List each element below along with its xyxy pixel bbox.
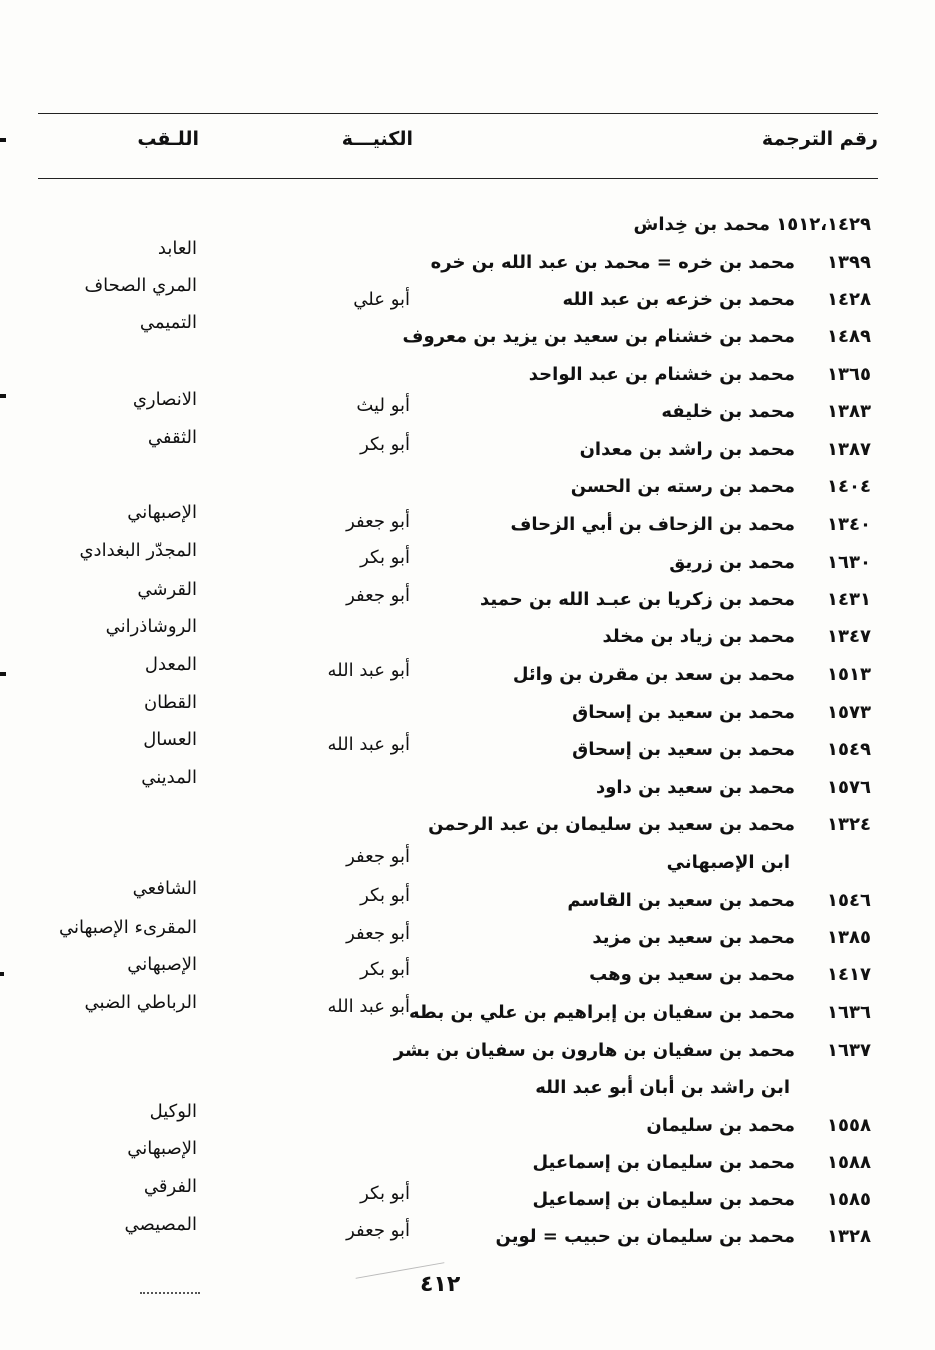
- entry-name: محمد بن رسته بن الحسن: [570, 476, 795, 497]
- entry-number: ١٦٣٠: [827, 552, 871, 573]
- table-row: [0, 692, 935, 728]
- header-top-rule: [38, 113, 878, 114]
- entry-kunya: أبو عبد الله: [327, 660, 410, 681]
- entry-name: محمد بن زكريا بن عبـد الله بن حميد: [479, 589, 795, 610]
- table-row: [0, 312, 935, 352]
- entry-name: محمد بن سعيد بن القاسم: [567, 890, 795, 911]
- entry-name: محمد بن الزحاف بن أبي الزحاف: [510, 514, 795, 535]
- entry-name: محمد بن خشنام بن سعيد بن يزيد بن معروف: [402, 326, 795, 347]
- entry-kunya: أبو بكر: [360, 959, 410, 980]
- entry-laqab: الرباطي الضبي: [84, 992, 197, 1013]
- table-row: [0, 878, 935, 916]
- entry-kunya: أبو جعفر: [346, 1220, 410, 1241]
- entry-name: محمد بن خزعه بن عبد الله: [562, 289, 795, 310]
- entry-kunya: أبو بكر: [360, 1183, 410, 1204]
- entry-name: محمد بن سعيد بن سليمان بن عبد الرحمن: [428, 814, 795, 835]
- table-row: [0, 1073, 935, 1103]
- entry-kunya: أبو عبد الله: [327, 734, 410, 755]
- entry-kunya: أبو علي: [353, 289, 410, 310]
- scan-mark: [0, 394, 6, 398]
- entry-number: ١٣٨٥: [827, 927, 871, 948]
- table-row: [0, 654, 935, 690]
- entry-name: محمد بن راشد بن معدان: [579, 439, 795, 460]
- entry-number: ١٣٨٧: [827, 439, 871, 460]
- table-row: [0, 954, 935, 990]
- entry-number: ١٥٨٨: [827, 1152, 871, 1173]
- table-row: [0, 389, 935, 427]
- entry-number: ١٦٣٦: [827, 1002, 871, 1023]
- column-header-laqab: اللـقب: [137, 128, 199, 150]
- entry-laqab: الإصبهاني: [127, 1138, 197, 1159]
- scan-scratch: [140, 1292, 200, 1294]
- scan-mark: [0, 672, 6, 676]
- entry-name: محمد بن سفيان بن هارون بن سفيان بن بشر: [393, 1040, 795, 1061]
- entry-laqab: الوكيل: [149, 1101, 197, 1122]
- entry-laqab: المجدّر البغدادي: [79, 540, 197, 561]
- entry-number: ١٣٦٥: [827, 364, 871, 385]
- entry-kunya: أبو جعفر: [346, 846, 410, 867]
- table-row: [0, 729, 935, 765]
- entry-number: ١٣٨٣: [827, 401, 871, 422]
- entry-name: محمد بن خشنام بن عبد الواحد: [528, 364, 795, 385]
- scan-mark: [0, 138, 6, 142]
- entry-number: ١٥٤٩: [827, 739, 871, 760]
- entry-name: محمد بن سعيد بن مزيد: [592, 927, 795, 948]
- entry-kunya: أبو بكر: [360, 434, 410, 455]
- header-bottom-rule: [38, 178, 878, 179]
- entry-laqab: الإصبهاني: [127, 954, 197, 975]
- entry-name: محمد بن خره = محمد بن عبد الله بن خره: [430, 252, 795, 273]
- table-row: [0, 427, 935, 465]
- entry-number: ١٥٧٦: [827, 777, 871, 798]
- entry-number: ١٥٨٥: [827, 1189, 871, 1210]
- entry-laqab: العابد: [157, 238, 197, 259]
- entry-number: ١٤٣١: [827, 589, 871, 610]
- entry-kunya: أبو جعفر: [346, 585, 410, 606]
- entry-number: ١٥٧٣: [827, 702, 871, 723]
- table-row: [0, 579, 935, 615]
- entry-laqab: المقرىء الإصبهاني: [59, 917, 197, 938]
- table-row: [0, 1214, 935, 1252]
- entry-name: ١٥١٢،١٤٢٩ محمد بن خِداش: [633, 214, 871, 235]
- entry-laqab: الفرقي: [143, 1176, 197, 1197]
- entry-name: محمد بن سعيد بن داود: [595, 777, 795, 798]
- entry-laqab: المصيصي: [124, 1214, 197, 1235]
- entry-name: محمد بن زياد بن مخلد: [602, 626, 795, 647]
- entry-number: ١٣٢٨: [827, 1226, 871, 1247]
- scan-mark: [0, 972, 4, 976]
- entry-name: محمد بن سليمان بن إسماعيل: [532, 1189, 795, 1210]
- page-number: ٤١٢: [420, 1272, 461, 1297]
- table-row: [0, 767, 935, 803]
- table-row: [0, 992, 935, 1028]
- entry-laqab: الروشاذراني: [105, 616, 197, 637]
- entry-number: ١٣٤٧: [827, 626, 871, 647]
- entry-number: ١٤٨٩: [827, 326, 871, 347]
- entry-kunya: أبو ليث: [356, 395, 410, 416]
- entry-name: محمد بن سليمان بن إسماعيل: [532, 1152, 795, 1173]
- entry-number: ١٣٩٩: [827, 252, 871, 273]
- entry-laqab: القرشي: [137, 579, 197, 600]
- entry-kunya: أبو جعفر: [346, 923, 410, 944]
- entry-name: محمد بن سليمان: [646, 1115, 795, 1136]
- entry-kunya: أبو بكر: [360, 547, 410, 568]
- entry-laqab: الإصبهاني: [127, 502, 197, 523]
- entry-name: محمد بن سعيد بن إسحاق: [572, 702, 795, 723]
- entry-kunya: أبو بكر: [360, 885, 410, 906]
- entry-name: محمد بن سعد بن مقرن بن وائل: [512, 664, 795, 685]
- entry-number: ١٣٤٠: [827, 514, 871, 535]
- table-row: [0, 616, 935, 652]
- entry-number: ١٤٠٤: [827, 476, 871, 497]
- entry-number: ١٦٣٧: [827, 1040, 871, 1061]
- entry-number: ١٥١٣: [827, 664, 871, 685]
- table-row: [0, 1036, 935, 1066]
- entry-laqab: التميمي: [139, 312, 197, 333]
- entry-number: ١٤١٧: [827, 964, 871, 985]
- entry-laqab: العسال: [143, 729, 197, 750]
- column-header-kunya: الكنيـــة: [341, 128, 413, 150]
- table-row: [0, 210, 935, 240]
- entry-name: محمد بن سفيان بن إبراهيم بن علي بن بطه: [409, 1002, 795, 1023]
- entry-laqab: الشافعي: [132, 878, 197, 899]
- entry-laqab: الثقفي: [147, 427, 197, 448]
- entry-kunya: أبو جعفر: [346, 511, 410, 532]
- table-row: [0, 540, 935, 578]
- entry-number: ١٤٢٨: [827, 289, 871, 310]
- entry-name: محمد بن زريق: [669, 552, 795, 573]
- entry-name: محمد بن سعيد بن إسحاق: [572, 739, 795, 760]
- entry-laqab: المعدل: [144, 654, 197, 675]
- entry-number: ١٥٥٨: [827, 1115, 871, 1136]
- entry-laqab: القطان: [143, 692, 197, 713]
- column-header-number: رقم الترجمة: [761, 128, 878, 150]
- table-row: [0, 917, 935, 953]
- entry-number: ١٣٢٤: [827, 814, 871, 835]
- entry-name-continuation: ابن الإصبهاني: [666, 852, 790, 873]
- entry-number: ١٥٤٦: [827, 890, 871, 911]
- entry-name: محمد بن سعيد بن وهب: [589, 964, 795, 985]
- entry-kunya: أبو عبد الله: [327, 996, 410, 1017]
- entry-laqab: الانصاري: [132, 389, 197, 410]
- entry-name-continuation: ابن راشد بن أبان أبو عبد الله: [535, 1077, 790, 1098]
- entry-name: محمد بن خليفه: [661, 401, 795, 422]
- table-row: [0, 810, 935, 840]
- entry-laqab: المديني: [141, 767, 197, 788]
- table-row: [0, 1138, 935, 1178]
- entry-laqab: المري الصحاف: [84, 275, 197, 296]
- entry-name: محمد بن سليمان بن حبيب = لوين: [495, 1226, 795, 1247]
